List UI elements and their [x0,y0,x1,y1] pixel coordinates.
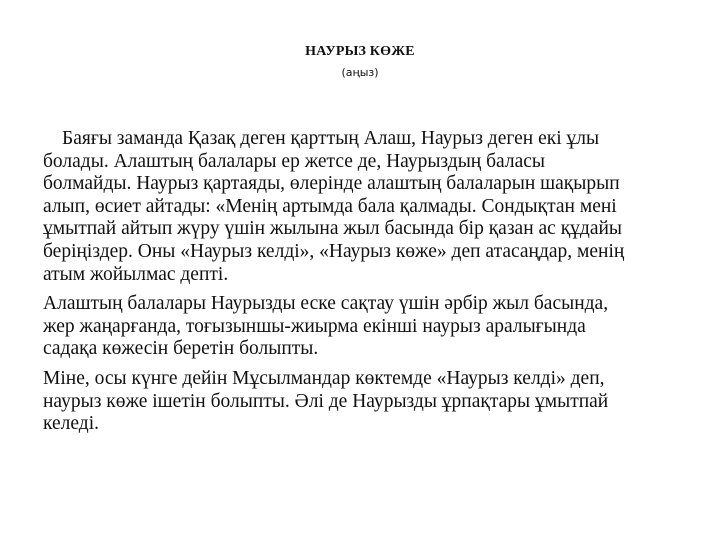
document-subtitle: (аңыз) [341,66,379,79]
document-title: НАУРЫЗ КӨЖЕ [305,44,415,59]
text-line: атым жойылмас депті. [43,263,229,285]
text-line: Баяғы заманда Қазақ деген қарттың Алаш, Наурыз деген екі ұлы [62,128,600,149]
text-line: Алаштың балалары Наурызды еске сақтау үшін әрбір жыл басында, [43,293,609,315]
paragraph-today [43,368,693,436]
text-line: Міне, осы күнге дейін Мұсылмандар көктемде «Наурыз келді» деп, [43,367,605,389]
text-line: келеді. [43,413,99,435]
text-line: алып, өсиет айтады: «Менің артымда бала қалмады. Сондықтан мені [43,195,617,217]
text-line: беріңіздер. Оны «Наурыз келді», «Наурыз көже» деп атасаңдар, менің [43,240,625,262]
text-line: болады. Алаштың балалары ер жетсе де, Наурыздың баласы [43,150,545,172]
paragraph-tradition [43,293,693,361]
text-line: ұмытпай айтып жүру үшін жылына жыл басында бір қазан ас құдайы [43,218,623,240]
text-line: наурыз көже ішетін болыпты. Әлі де Наурызды ұрпақтары ұмытпай [43,390,609,412]
document-body [43,128,693,443]
text-line: болмайды. Наурыз қартаяды, өлерінде алаштың балаларын шақырып [43,173,620,195]
text-line: жер жаңарғанда, тоғызыншы-жиырма екінші наурыз аралығында [43,315,586,337]
paragraph-legend [43,128,693,286]
text-line: садақа көжесін беретін болыпты. [43,338,319,360]
